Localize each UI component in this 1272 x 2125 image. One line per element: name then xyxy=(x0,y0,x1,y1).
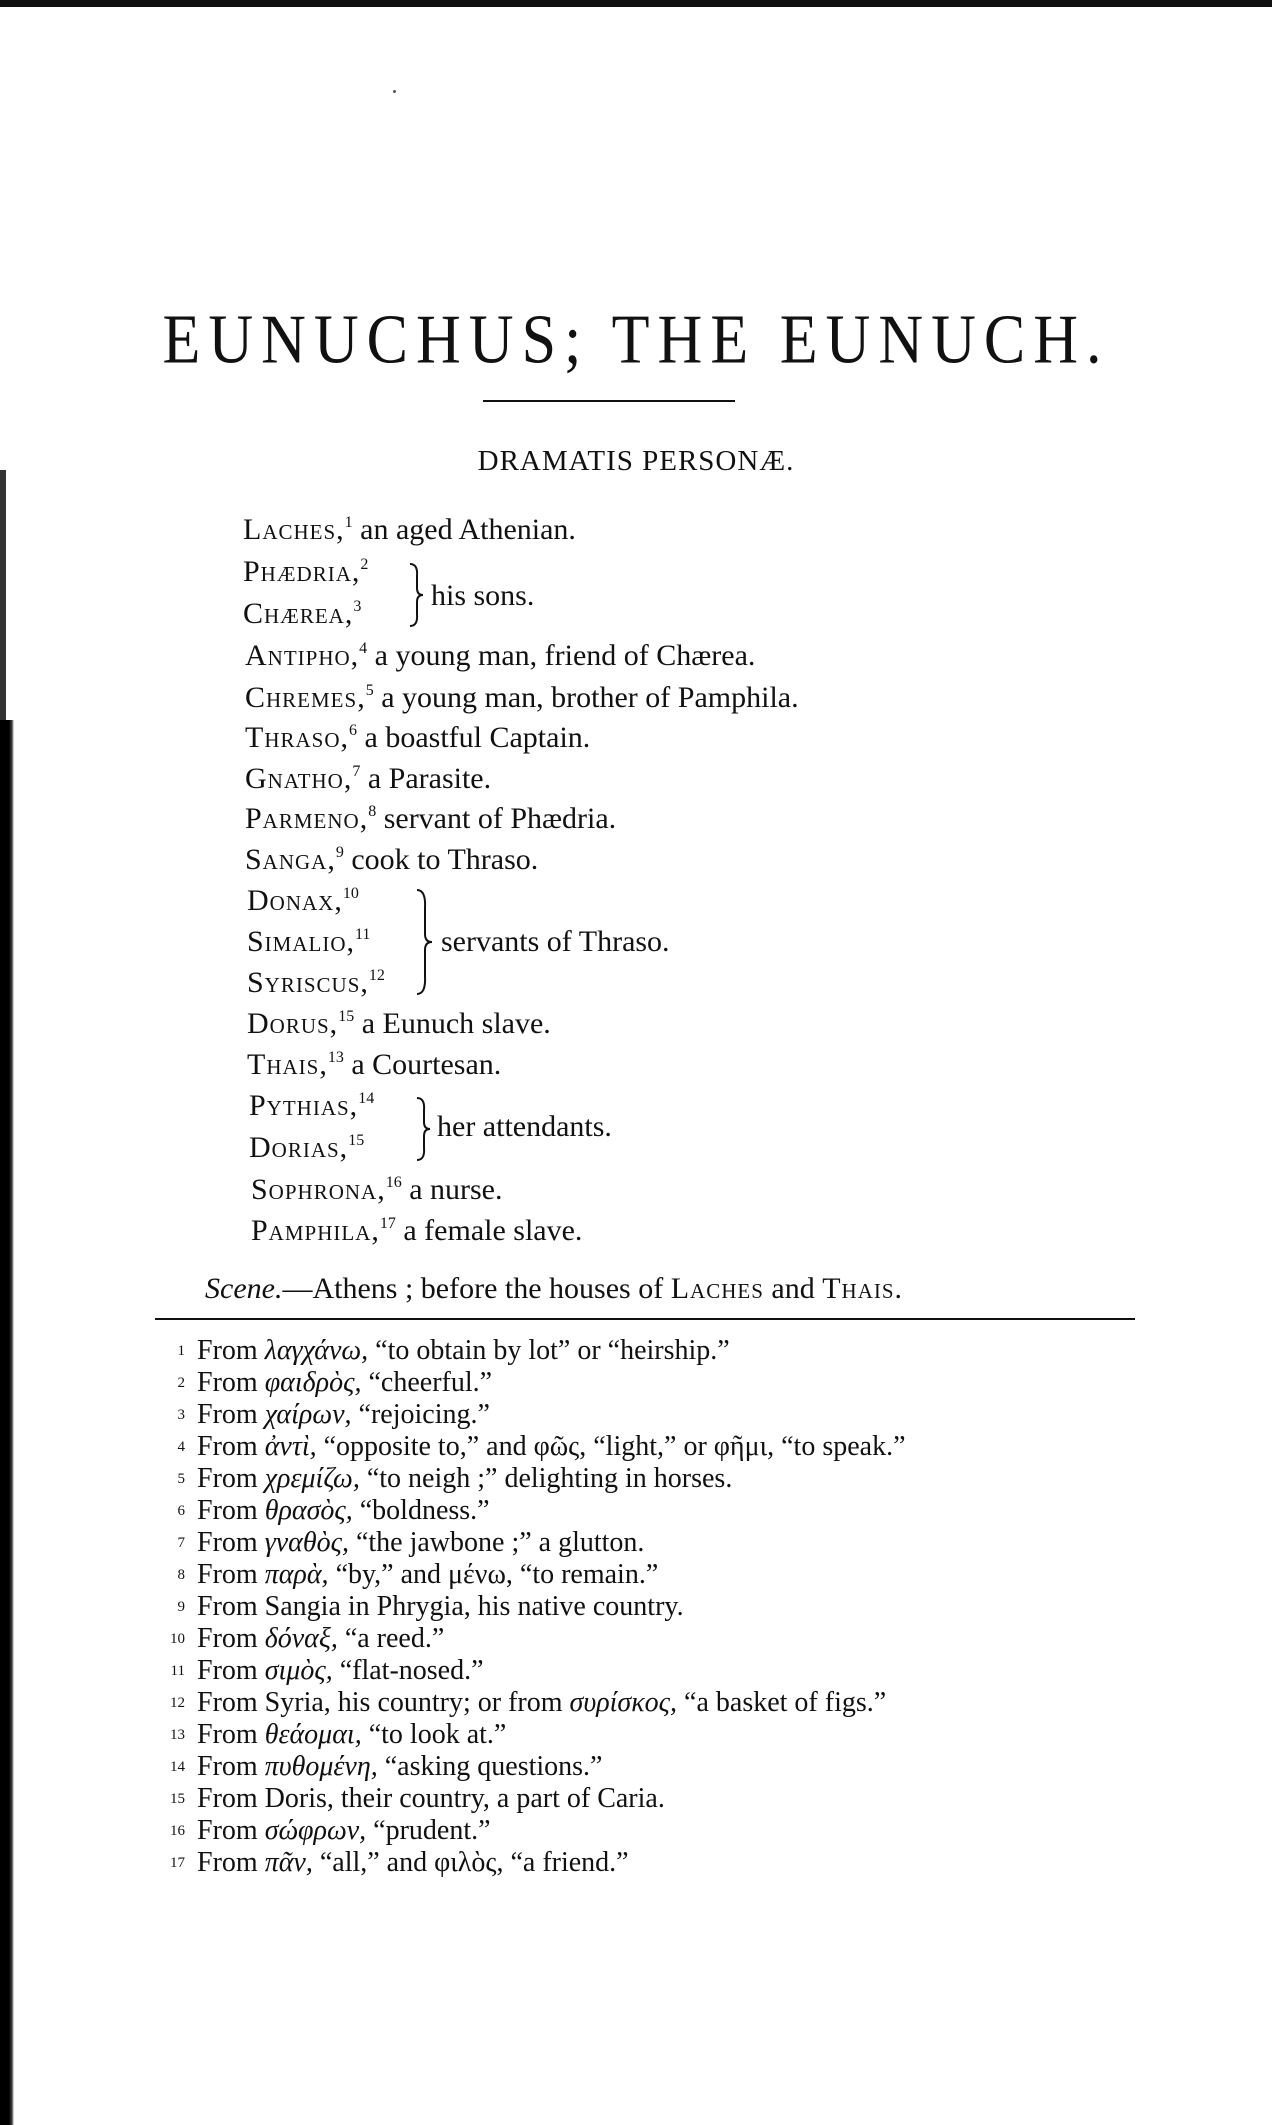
footnote: 6 From θρασὸς, “boldness.” xyxy=(177,1495,490,1526)
page-left-edge-shadow xyxy=(0,470,6,720)
cast-entry: Parmeno,$^8$ servant of Phædria. xyxy=(245,802,617,835)
page-left-edge xyxy=(0,720,14,2125)
dramatis-personae-heading: DRAMATIS PERSONÆ. xyxy=(477,445,795,477)
footnote: 1 From λαγχάνω, “to obtain by lot” or “heirship.” xyxy=(177,1335,730,1366)
page-title: EUNUCHUS; THE EUNUCH. xyxy=(162,301,1110,379)
page-top-edge xyxy=(0,0,1272,7)
footnote: 7 From γναθὸς, “the jawbone ;” a glutton. xyxy=(177,1527,645,1558)
footnote: 5 From χρεμίζω, “to neigh ;” delighting in horses. xyxy=(177,1463,733,1494)
cast-entry: Chremes,$^5$ a young man, brother of Pamphila. xyxy=(245,681,799,714)
brace-servants xyxy=(415,888,433,996)
footnote: 8 From παρὰ, “by,” and μένω, “to remain.” xyxy=(177,1559,659,1590)
cast-entry: Syriscus,$^{12}$ xyxy=(247,966,385,999)
footnote: 16 From σώφρων, “prudent.” xyxy=(170,1815,491,1846)
ink-speck xyxy=(393,90,396,93)
cast-entry: Dorus,$^{15}$ a Eunuch slave. xyxy=(247,1007,551,1040)
footnote: 4 From ἀντὶ, “opposite to,” and φῶς, “light,” or φῆμι, “to speak.” xyxy=(177,1431,906,1462)
footnote: 13 From θεάομαι, “to look at.” xyxy=(170,1719,507,1750)
cast-entry: Gnatho,$^7$ a Parasite. xyxy=(245,762,492,795)
cast-entry: Sanga,$^9$ cook to Thraso. xyxy=(245,843,539,876)
footnote: 15 From Doris, their country, a part of Caria. xyxy=(170,1783,665,1814)
brace-attendants xyxy=(415,1096,431,1162)
footnote: 2 From φαιδρὸς, “cheerful.” xyxy=(177,1367,493,1398)
footnote: 11 From σιμὸς, “flat-nosed.” xyxy=(170,1655,484,1686)
footnote-rule xyxy=(155,1318,1135,1320)
footnote: 10 From δόναξ, “a reed.” xyxy=(170,1623,445,1654)
cast-entry: Laches,$^1$ an aged Athenian. xyxy=(243,513,576,546)
cast-entry: Donax,$^{10}$ xyxy=(247,884,359,917)
title-rule xyxy=(483,400,735,402)
footnote: 3 From χαίρων, “rejoicing.” xyxy=(177,1399,490,1430)
group-label-sons: his sons. xyxy=(431,579,535,612)
cast-entry: Pythias,$^{14}$ xyxy=(249,1089,375,1122)
footnote: 9 From Sangia in Phrygia, his native country. xyxy=(177,1591,684,1622)
cast-entry: Pamphila,$^{17}$ a female slave. xyxy=(251,1214,583,1247)
footnote: 12 From Syria, his country; or from συρίσκος, “a basket of figs.” xyxy=(170,1687,887,1718)
footnote: 17 From πᾶν, “all,” and φιλὸς, “a friend.” xyxy=(170,1847,629,1878)
group-label-servants: servants of Thraso. xyxy=(441,925,670,958)
footnote: 14 From πυθομένη, “asking questions.” xyxy=(170,1751,603,1782)
group-label-attendants: her attendants. xyxy=(437,1110,612,1143)
cast-entry: Chærea,$^3$ xyxy=(243,597,362,630)
cast-entry: Thraso,$^6$ a boastful Captain. xyxy=(245,721,591,754)
brace-sons xyxy=(408,562,424,628)
cast-entry: Phædria,$^2$ xyxy=(243,555,369,588)
cast-entry: Antipho,$^4$ a young man, friend of Chærea. xyxy=(245,639,756,672)
scene-line: Scene.—Athens ; before the houses of Laches and Thais. xyxy=(205,1272,904,1305)
cast-entry: Thais,$^{13}$ a Courtesan. xyxy=(247,1048,502,1081)
cast-entry: Sophrona,$^{16}$ a nurse. xyxy=(251,1173,503,1206)
cast-entry: Simalio,$^{11}$ xyxy=(247,925,371,958)
cast-entry: Dorias,$^{15}$ xyxy=(249,1131,365,1164)
